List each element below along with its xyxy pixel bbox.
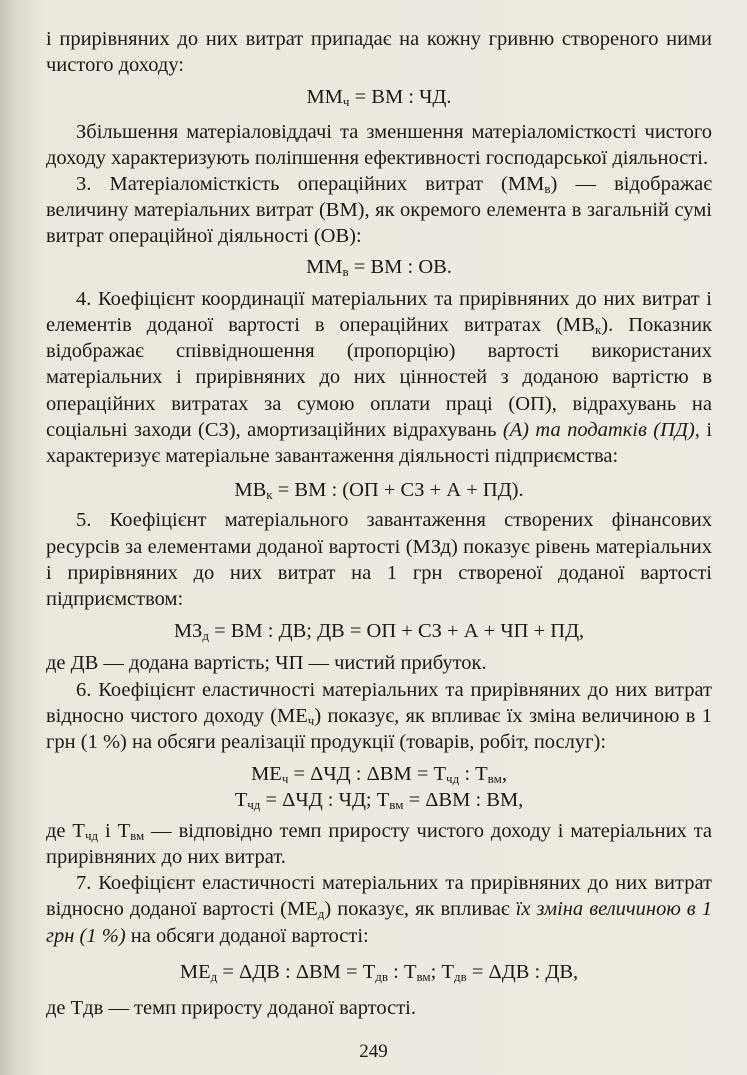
formula-part: = ВМ : ДВ; ДВ = ОП + СЗ + А + ЧП + ПД, bbox=[208, 620, 585, 643]
formula-mz-d bbox=[46, 618, 712, 644]
formula-part: Т bbox=[234, 789, 248, 812]
paragraph-text: 4. Коефіцієнт координації матеріальних та прирівняних до них витрат і елементів доданої вартості в операційних витратах (МВ bbox=[46, 287, 712, 337]
formula-subscript: чд bbox=[247, 797, 261, 813]
italic-text: та податків bbox=[535, 418, 647, 441]
formula-subscript: вм bbox=[389, 797, 404, 813]
paragraph-text: на обсяги доданої вартості: bbox=[130, 924, 369, 947]
page-body bbox=[46, 26, 712, 1021]
paragraph-text: ) — відображає величину матеріальних витрат (ВМ), як окремого елемента в загальній сумі витрат операційної діяльності (ОВ): bbox=[46, 173, 712, 248]
paragraph-text: ) показує, як впливає bbox=[324, 898, 510, 921]
paragraph-item-6 bbox=[46, 677, 712, 756]
formula-part: = ВМ : ОВ. bbox=[348, 255, 452, 278]
formula-subscript: вм bbox=[416, 968, 431, 984]
paragraph-definition-dv bbox=[46, 650, 712, 676]
paragraph-text: ) показує, як впливає їх зміна величиною в 1 грн (1 %) на обсяги реалізації продукції (товарів, робіт, послуг): bbox=[46, 704, 712, 754]
formula-me-d bbox=[46, 959, 712, 985]
formula-subscript: дв bbox=[375, 968, 389, 984]
formula-part: = ВМ : (ОП + СЗ + А + ПД). bbox=[272, 479, 524, 502]
text-subscript: в bbox=[544, 181, 551, 197]
text-subscript: вм bbox=[130, 827, 145, 843]
formula-subscript: ч bbox=[342, 94, 350, 110]
formula-part: , bbox=[501, 763, 507, 786]
paragraph-text: — відповідно темп приросту чистого доходу і матеріальних та прирівняних до них витрат. bbox=[46, 819, 713, 868]
formula-group-me-ch bbox=[46, 761, 712, 813]
italic-text: (ПД), bbox=[653, 418, 700, 441]
paragraph-item-4 bbox=[46, 286, 712, 469]
formula-mm-v bbox=[46, 254, 712, 280]
formula-part: = ВМ : ЧД. bbox=[349, 86, 452, 109]
formula-part: : Т bbox=[388, 960, 417, 983]
formula-part: = ΔВМ : ВМ, bbox=[403, 789, 524, 812]
formula-subscript: в bbox=[342, 263, 349, 279]
text-subscript: ч bbox=[307, 712, 315, 728]
formula-subscript: вм bbox=[487, 771, 502, 787]
paragraph-text: 5. Коефіцієнт матеріального завантаження створених фінансових ресурсів за елементами доданої вартості (МЗд) показує рівень матеріальних і прирівняних до них витрат на 1 грн створеної доданої вартості підприємством: bbox=[46, 509, 712, 611]
formula-t-chd bbox=[46, 787, 712, 813]
italic-text: їх зміна величиною в 1 грн (1 %) bbox=[46, 898, 712, 947]
paragraph-text: де Т bbox=[46, 819, 85, 842]
paragraph-text: де ДВ — додана вартість; ЧП — чистий прибуток. bbox=[46, 652, 487, 675]
paragraph-item-5 bbox=[46, 507, 712, 612]
formula-part: МВ bbox=[234, 479, 267, 502]
paragraph-text: і Т bbox=[98, 819, 131, 842]
formula-me-ch bbox=[46, 761, 712, 787]
paragraph-text: 3. Матеріаломісткість операційних витрат (ММ bbox=[76, 173, 545, 196]
paragraph-definition-tdv bbox=[46, 995, 712, 1021]
formula-part: : Т bbox=[459, 763, 488, 786]
formula-part: ММ bbox=[306, 86, 343, 109]
text-subscript: чд bbox=[84, 827, 99, 843]
formula-part: МЕ bbox=[251, 763, 282, 786]
formula-subscript: к bbox=[266, 487, 273, 503]
paragraph-text: і характеризує матеріальне завантаження діяльності підприємства: bbox=[46, 418, 713, 468]
paragraph-text: 7. Коефіцієнт еластичності матеріальних та прирівняних до них витрат відносно доданої вартості (МЕ bbox=[46, 872, 712, 921]
formula-subscript: д bbox=[210, 968, 218, 984]
paragraph-definition-t bbox=[46, 818, 712, 870]
formula-part: ММ bbox=[306, 255, 343, 278]
formula-mv-k bbox=[46, 477, 712, 503]
paragraph-text: Збільшення матеріаловіддачі та зменшення матеріаломісткості чистого доходу характеризують поліпшення ефективності господарської діяльності. bbox=[46, 120, 712, 169]
paragraph-text: і прирівняних до них витрат припадає на кожну гривню створеного ними чистого доходу: bbox=[46, 28, 712, 77]
formula-mm-ch bbox=[46, 84, 712, 110]
formula-part: МЕ bbox=[179, 960, 211, 983]
formula-part: МЗ bbox=[173, 620, 203, 643]
paragraph-item-7 bbox=[46, 870, 712, 949]
formula-subscript: дв bbox=[453, 968, 467, 984]
paragraph-efficiency bbox=[46, 119, 712, 171]
formula-subscript: д bbox=[202, 628, 209, 644]
paragraph-text: 6. Коефіцієнт еластичності матеріальних та прирівняних до них витрат відносно чистого доходу (МЕ bbox=[46, 678, 712, 727]
formula-part: = ΔЧД : ЧД; Т bbox=[260, 789, 390, 812]
italic-text: (А) bbox=[502, 418, 530, 441]
paragraph-item-3 bbox=[46, 171, 712, 250]
paragraph-text: де Тдв — темп приросту доданої вартості. bbox=[46, 996, 417, 1019]
text-subscript: к bbox=[594, 322, 602, 338]
formula-subscript: чд bbox=[446, 771, 460, 787]
page-number: 249 bbox=[359, 1041, 388, 1062]
text-subscript: д bbox=[317, 906, 325, 922]
formula-part: = ΔДВ : ΔВМ = Т bbox=[217, 960, 376, 983]
formula-part: = ΔДВ : ДВ, bbox=[466, 960, 579, 983]
formula-part: = ΔЧД : ΔВМ = Т bbox=[288, 763, 447, 786]
formula-part: ; Т bbox=[430, 960, 454, 983]
formula-subscript: ч bbox=[281, 771, 289, 787]
paragraph-intro bbox=[46, 26, 712, 78]
paragraph-text: ). Показник відображає співвідношення (пропорцію) вартості використаних матеріальних і прирівняних до них цінностей з доданою вартістю в операційних витратах за сумою оплати праці (ОП), відрахувань на соціальні заходи (СЗ), амортизаційних відрахувань bbox=[46, 314, 712, 441]
